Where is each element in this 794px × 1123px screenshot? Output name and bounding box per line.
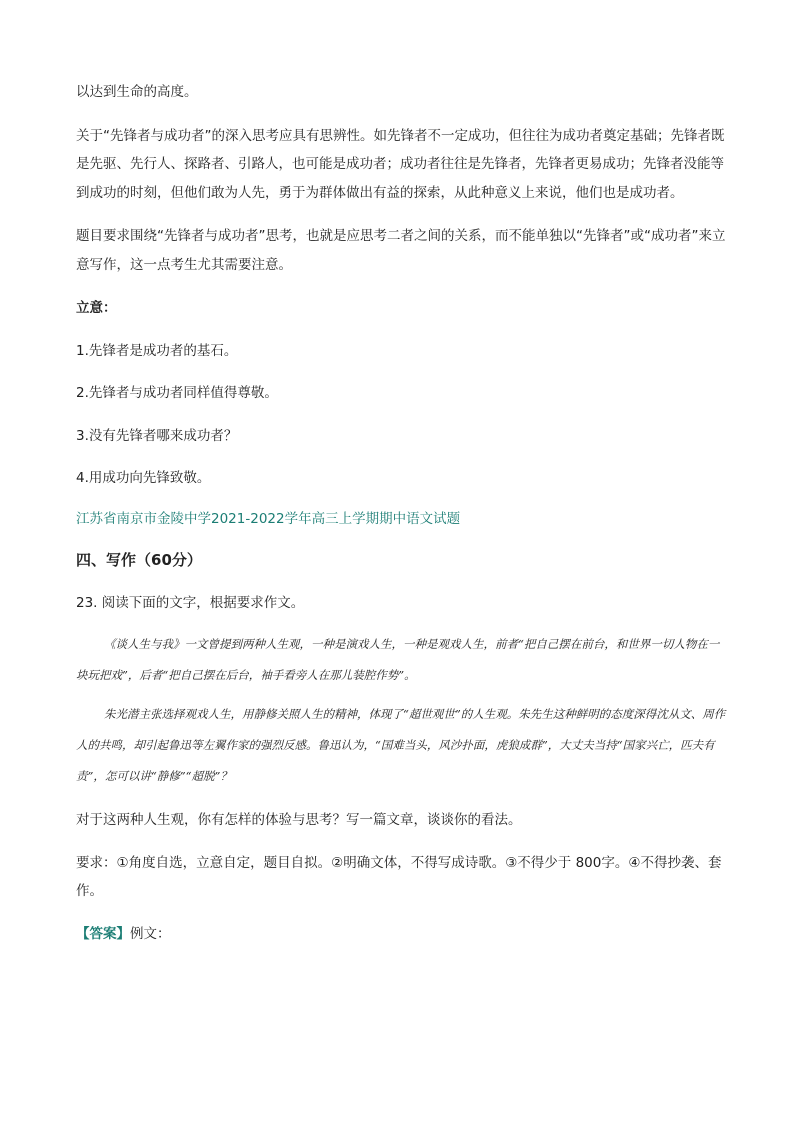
section-heading: 四、写作（60分） (76, 550, 202, 569)
writing-prompt: 对于这两种人生观，你有怎样的体验与思考？写一篇文章，谈谈你的看法。 (76, 812, 522, 828)
liyi-label: 立意： (76, 300, 117, 316)
exam-source: 江苏省南京市金陵中学2021-2022学年高三上学期期中语文试题 (76, 510, 461, 527)
paragraph-analysis: 关于“先锋者与成功者”的深入思考应具有思辨性。如先锋者不一定成功，但往往为成功者奠定基础；先锋者既是先驱、先行人、探路者、引路人，也可能是成功者；成功者往往是先锋者，先锋者更易成功；先锋者没能等到成功的时刻，但他们敢为人先，勇于为群体做出有益的探索，从此种意义上来说，他们也是成功者。 (76, 127, 725, 201)
liyi-item-2: 2.先锋者与成功者同样值得尊敬。 (76, 385, 278, 401)
question-stem: 23. 阅读下面的文字，根据要求作文。 (76, 594, 305, 611)
writing-requirements: 要求：①角度自选，立意自定，题目自拟。②明确文体，不得写成诗歌。③不得少于 800字。④不得抄袭、套作。 (76, 854, 722, 899)
document-page (76, 78, 726, 948)
liyi-item-1: 1.先锋者是成功者的基石。 (76, 342, 238, 359)
liyi-item-4: 4.用成功向先锋致敬。 (76, 470, 211, 486)
paragraph-requirement-note: 题目要求围绕“先锋者与成功者”思考，也就是应思考二者之间的关系，而不能单独以“先锋者”或“成功者”来立意写作，这一点考生尤其需要注意。 (76, 228, 726, 273)
answer-line (76, 920, 726, 949)
liyi-item-3: 3.没有先锋者哪来成功者？ (76, 427, 238, 444)
quote-block (76, 629, 726, 792)
paragraph-conclusion: 以达到生命的高度。 (76, 84, 198, 100)
quote-paragraph-2: 朱光潜主张选择观戏人生，用静修关照人生的精神，体现了“超世观世”的人生观。朱先生这种鲜明的态度深得沈从文、周作人的共鸣，却引起鲁迅等左翼作家的强烈反感。鲁迅认为，“国难当头，风沙扑面，虎狼成群”，大丈夫当持“国家兴亡，匹夫有责”，怎可以讲“静修”“超脱”？ (76, 707, 726, 783)
answer-text: 例文： (130, 925, 171, 942)
quote-paragraph-1: 《谈人生与我》一文曾提到两种人生观，一种是演戏人生，一种是观戏人生，前者“把自己摆在前台，和世界一切人物在一块玩把戏”，后者“把自己摆在后台，袖手看旁人在那儿装腔作势”。 (76, 637, 720, 682)
answer-tag: 【答案】 (76, 925, 130, 942)
